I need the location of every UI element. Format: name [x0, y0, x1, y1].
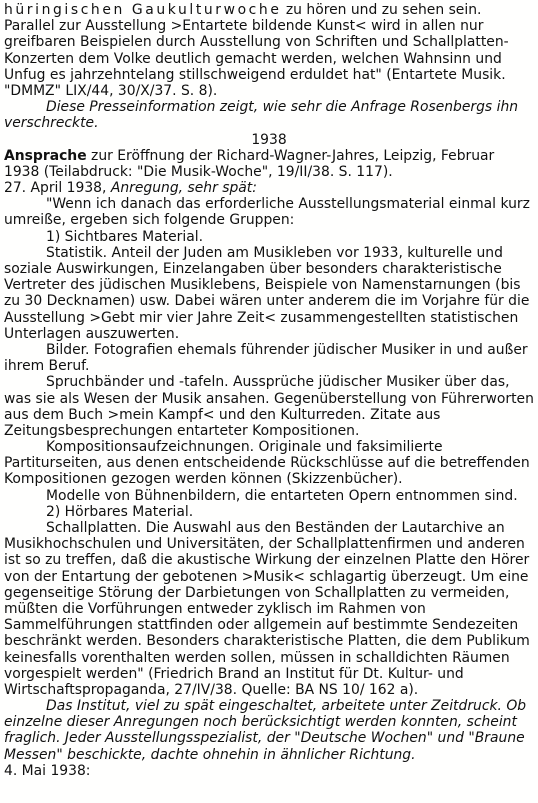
text-run: Ausstellung >Gebt mir vier Jahre Zeit< zusammengestellten statistischen: [4, 309, 519, 326]
text-run: Konzerten dem Volke deutlich gemacht werden, welchen Wahnsinn und: [4, 50, 502, 67]
text-run: was sie als Wesen der Musik ansahen. Gegenüberstellung von Führerworten: [4, 390, 534, 407]
text-line: [4, 51, 534, 67]
text-run: von der Entartung der gebotenen >Musik< schlagartig überzeugt. Um eine: [4, 568, 529, 585]
text-run: 4. Mai 1938:: [4, 762, 91, 779]
text-run: Unfug es jahrzehntelang stillschweigend erduldet hat" (Entartete Musik.: [4, 66, 506, 83]
text-line: [4, 747, 534, 763]
text-line: [4, 585, 534, 601]
text-run: Bilder. Fotografien ehemals führender jüdischer Musiker in und außer: [46, 341, 528, 358]
text-run: Zeitungsbesprechungen entarteter Kompositionen.: [4, 422, 360, 439]
text-run: gegenseitige Störung der Darbietungen von Schallplatten zu vermeiden,: [4, 584, 510, 601]
text-run: Unterlagen auszuwerten.: [4, 325, 180, 342]
text-line: [4, 650, 534, 666]
text-line: [4, 115, 534, 131]
text-run: Das Institut, viel zu spät eingeschaltet, arbeitete unter Zeitdruck. Ob: [46, 698, 527, 715]
text-run: Messen" beschickte, dachte ohnehin in ähnlicher Richtung.: [4, 746, 416, 763]
text-line: [4, 455, 534, 471]
text-run: Sammelführungen stattfinden oder allgemein auf bestimmte Sendezeiten: [4, 617, 519, 634]
text-line: [4, 536, 534, 552]
text-line: [4, 763, 534, 779]
text-run: vorgespielt werden" (Friedrich Brand an Institut für Dt. Kultur- und: [4, 665, 464, 682]
text-line: [4, 2, 534, 18]
text-line: [4, 67, 534, 83]
text-line: [4, 439, 534, 455]
text-line: [4, 326, 534, 342]
text-run: Spruchbänder und -tafeln. Aussprüche jüdischer Musiker über das,: [46, 374, 510, 391]
text-run: einzelne dieser Anregungen noch berücksichtigt werden konnten, scheint: [4, 714, 517, 731]
text-line: [4, 488, 534, 504]
text-line: [4, 180, 534, 196]
text-run: 27. April 1938,: [4, 180, 111, 197]
text-line: [4, 633, 534, 649]
text-run: 1938: [251, 131, 287, 148]
text-line: [4, 698, 534, 714]
text-run: "Wenn ich danach das erforderliche Ausstellungsmaterial einmal kurz: [46, 196, 530, 213]
text-run: 1938 (Teilabdruck: "Die Musik-Woche", 19/II/38. S. 117).: [4, 163, 393, 180]
text-run: greifbaren Beispielen durch Ausstellung von Schriften und Schallplatten-: [4, 34, 509, 51]
text-run: Anregung, sehr spät:: [110, 180, 257, 197]
text-run: ihrem Beruf.: [4, 358, 90, 375]
text-run: aus dem Buch >mein Kampf< und den Kulturreden. Zitate aus: [4, 406, 441, 423]
text-run: Kompositionen gezogen werden können (Skizzenbücher).: [4, 471, 403, 488]
text-run: Schallplatten. Die Auswahl aus den Beständen der Lautarchive an: [46, 520, 505, 536]
text-run: verschreckte.: [4, 115, 99, 132]
text-line: [4, 391, 534, 407]
text-run: zu 30 Decknamen) usw. Dabei wären unter anderem die im Vorjahre für die: [4, 293, 530, 310]
text-run: Statistik. Anteil der Juden am Musikleben vor 1933, kulturelle und: [46, 244, 503, 261]
text-run: zu hören und zu sehen sein.: [281, 2, 482, 18]
text-line: [4, 520, 534, 536]
text-line: [4, 277, 534, 293]
text-run: Modelle von Bühnenbildern, die entarteten Opern entnommen sind.: [46, 487, 518, 504]
text-run: Partiturseiten, aus denen entscheidende Rückschlüsse auf die betreffenden: [4, 455, 530, 472]
text-line: [4, 471, 534, 487]
text-run: soziale Auswirkungen, Einzelangaben über besonders charakteristische: [4, 261, 502, 277]
text-run: Parallel zur Ausstellung >Entartete bildende Kunst< wird in allen nur: [4, 18, 484, 35]
text-run: hüringischen Gaukulturwoche: [4, 2, 282, 18]
text-line: [4, 310, 534, 326]
text-run: Diese Presseinformation zeigt, wie sehr die Anfrage Rosenbergs ihn: [46, 99, 519, 116]
text-line: [4, 148, 534, 164]
text-line: [4, 261, 534, 277]
text-run: zur Eröffnung der Richard-Wagner-Jahres, Leipzig, Februar: [86, 147, 495, 164]
text-run: ist so zu treffen, daß die akustische Wirkung der einzelnen Platte den Hörer: [4, 552, 530, 569]
text-run: umreiße, ergeben sich folgende Gruppen:: [4, 212, 295, 229]
text-line: [4, 99, 534, 115]
text-line: [4, 504, 534, 520]
text-run: beschränkt werden. Besonders charakteristische Platten, die dem Publikum: [4, 633, 530, 650]
text-run: keinesfalls vorenthalten werden sollen, müssen in schalldichten Räumen: [4, 649, 510, 666]
text-line: [4, 552, 534, 568]
text-run: Musikhochschulen und Universitäten, der Schallplattenfirmen und anderen: [4, 536, 525, 553]
text-run: müßten die Vorführungen entweder zyklisch im Rahmen von: [4, 600, 426, 617]
text-line: [4, 730, 534, 746]
text-line: [4, 617, 534, 633]
text-run: fraglich. Jeder Ausstellungsspezialist, der "Deutsche Wochen" und "Braune: [4, 730, 525, 747]
text-line: [4, 293, 534, 309]
text-line: [4, 18, 534, 34]
text-line: [4, 407, 534, 423]
text-run: Vertreter des jüdischen Musiklebens, Beispiele von Namenstarnungen (bis: [4, 277, 521, 294]
text-line: [4, 714, 534, 730]
text-line: [4, 601, 534, 617]
text-line: [4, 196, 534, 212]
text-line: [4, 34, 534, 50]
text-line: [4, 358, 534, 374]
text-line: [4, 132, 534, 148]
text-line: [4, 682, 534, 698]
text-run: Ansprache: [4, 147, 87, 164]
text-line: [4, 666, 534, 682]
text-line: [4, 423, 534, 439]
text-line: [4, 569, 534, 585]
text-run: Kompositionsaufzeichnungen. Originale und faksimilierte: [46, 439, 443, 456]
text-line: [4, 245, 534, 261]
text-line: [4, 374, 534, 390]
text-run: 2) Hörbares Material.: [46, 503, 194, 520]
text-run: Wirtschaftspropaganda, 27/IV/38. Quelle: BA NS 10/ 162 a).: [4, 681, 419, 698]
text-line: [4, 229, 534, 245]
text-line: [4, 342, 534, 358]
text-line: [4, 212, 534, 228]
text-line: [4, 164, 534, 180]
text-line: [4, 83, 534, 99]
text-run: 1) Sichtbares Material.: [46, 228, 204, 245]
text-run: "DMMZ" LIX/44, 30/X/37. S. 8).: [4, 82, 218, 99]
